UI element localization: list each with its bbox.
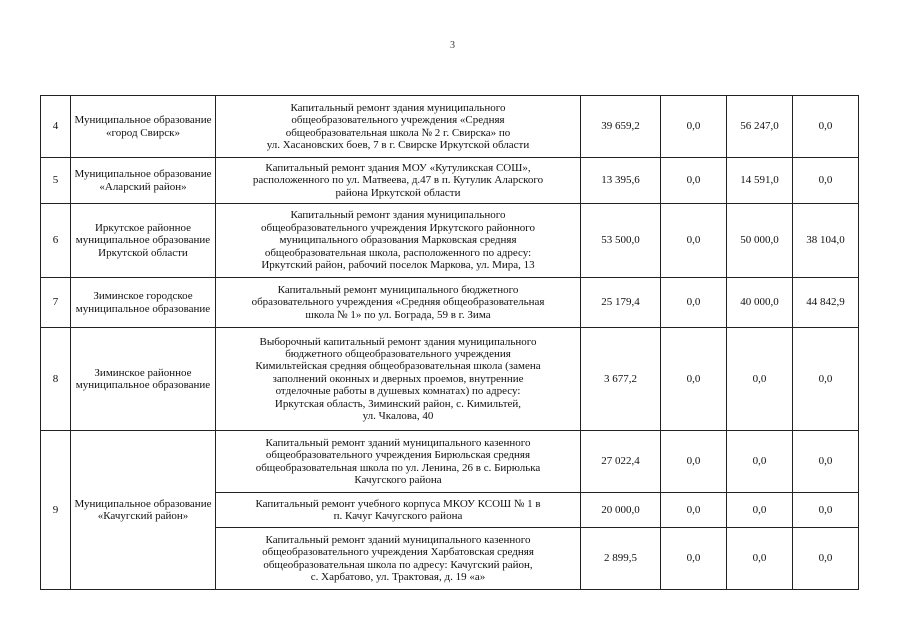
municipality-cell: Зиминское районное муниципальное образование [71, 328, 216, 431]
municipality-cell: Муниципальное образование «город Свирск» [71, 96, 216, 158]
value-cell: 0,0 [727, 493, 793, 528]
value-cell: 2 899,5 [581, 528, 661, 590]
project-description-cell [216, 528, 581, 590]
funding-table [40, 95, 859, 590]
municipality-cell: Иркутское районное муниципальное образование Иркутской области [71, 204, 216, 278]
project-description-line: района Иркутской области [335, 186, 461, 199]
project-description-line: Иркутская область, Зиминский район, с. Кимильтей, [274, 397, 522, 410]
project-description-line: Капитальный ремонт здания муниципального [290, 101, 506, 114]
value-cell: 40 000,0 [727, 278, 793, 328]
table-row [41, 158, 859, 204]
project-description-line: ул. Хасановских боев, 7 в г. Свирске Иркутской области [266, 138, 530, 151]
municipality-cell: Зиминское городское муниципальное образование [71, 278, 216, 328]
value-cell: 53 500,0 [581, 204, 661, 278]
table-row [41, 431, 859, 493]
value-cell: 20 000,0 [581, 493, 661, 528]
project-description-line: п. Качуг Качугского района [333, 510, 463, 522]
value-cell: 0,0 [661, 96, 727, 158]
page-number: 3 [450, 40, 455, 51]
row-number-cell: 4 [41, 96, 71, 158]
row-number-cell: 9 [41, 431, 71, 590]
value-cell: 0,0 [793, 431, 859, 493]
value-cell: 0,0 [727, 328, 793, 431]
value-cell: 3 677,2 [581, 328, 661, 431]
project-description-line: Капитальный ремонт зданий муниципального казенного [265, 533, 531, 546]
value-cell: 0,0 [793, 158, 859, 204]
value-cell: 44 842,9 [793, 278, 859, 328]
project-description-line: Иркутский район, рабочий поселок Маркова, ул. Мира, 13 [261, 259, 535, 272]
project-description-line: ул. Чкалова, 40 [362, 410, 434, 423]
value-cell: 13 395,6 [581, 158, 661, 204]
project-description-line: Капитальный ремонт муниципального бюджетного [277, 283, 519, 296]
value-cell: 0,0 [661, 493, 727, 528]
project-description-line: Капитальный ремонт здания муниципального [290, 209, 506, 222]
value-cell: 0,0 [661, 328, 727, 431]
project-description-line: образовательного учреждения «Средняя общеобразовательная [251, 296, 545, 309]
project-description-line: муниципального образования Марковская средняя [279, 234, 517, 247]
value-cell: 0,0 [727, 431, 793, 493]
value-cell: 56 247,0 [727, 96, 793, 158]
value-cell: 39 659,2 [581, 96, 661, 158]
value-cell: 0,0 [661, 158, 727, 204]
value-cell: 25 179,4 [581, 278, 661, 328]
municipality-cell: Муниципальное образование «Качугский район» [71, 431, 216, 590]
value-cell: 0,0 [661, 431, 727, 493]
project-description-line: общеобразовательная школа по ул. Ленина, 26 в с. Бирюлька [255, 461, 541, 474]
project-description-line: Капитальный ремонт зданий муниципального казенного [265, 436, 531, 449]
project-description-line: с. Харбатово, ул. Трактовая, д. 19 «а» [310, 570, 486, 583]
value-cell: 0,0 [661, 204, 727, 278]
project-description-line: общеобразовательная школа № 2 г. Свирска» по [285, 126, 511, 139]
project-description-line: общеобразовательного учреждения Иркутского районного [260, 221, 535, 234]
table-row [41, 328, 859, 431]
row-number-cell: 6 [41, 204, 71, 278]
project-description-cell [216, 278, 581, 328]
project-description-line: общеобразовательная школа по адресу: Качугский район, [263, 558, 533, 571]
project-description-cell [216, 431, 581, 493]
project-description-line: Кимильтейская средняя общеобразовательная школа (замена [255, 360, 541, 373]
project-description-line: расположенного по ул. Матвеева, д.47 в п. Кутулик Аларского [252, 174, 544, 187]
project-description-cell [216, 96, 581, 158]
value-cell: 0,0 [661, 278, 727, 328]
table-row [41, 204, 859, 278]
row-number-cell: 7 [41, 278, 71, 328]
project-description-line: общеобразовательного учреждения Бирюльская средняя [265, 449, 531, 462]
value-cell: 38 104,0 [793, 204, 859, 278]
value-cell: 0,0 [793, 528, 859, 590]
project-description-cell [216, 204, 581, 278]
project-description-line: заполнений оконных и дверных проемов, внутренние [272, 372, 524, 385]
project-description-line: Качугского района [354, 473, 442, 486]
row-number-cell: 8 [41, 328, 71, 431]
project-description-line: общеобразовательная школа, расположенного по адресу: [264, 246, 532, 259]
project-description-line: Капитальный ремонт здания МОУ «Кутуликская СОШ», [265, 161, 531, 174]
value-cell: 0,0 [793, 96, 859, 158]
table-row [41, 278, 859, 328]
project-description-line: Выборочный капитальный ремонт здания муниципального [259, 335, 537, 348]
table-row [41, 96, 859, 158]
project-description-line: общеобразовательного учреждения «Средняя [291, 114, 505, 127]
project-description-line: бюджетного общеобразовательного учреждения [285, 347, 511, 360]
project-description-cell [216, 493, 581, 528]
project-description-line: Капитальный ремонт учебного корпуса МКОУ КСОШ № 1 в [255, 497, 541, 510]
project-description-line: школа № 1» по ул. Бограда, 59 в г. Зима [305, 308, 491, 321]
value-cell: 0,0 [793, 328, 859, 431]
project-description-line: общеобразовательного учреждения Харбатовская средняя [262, 546, 534, 559]
value-cell: 27 022,4 [581, 431, 661, 493]
project-description-line: отделочные работы в душевых комнатах) по адресу: [275, 385, 521, 398]
value-cell: 0,0 [661, 528, 727, 590]
value-cell: 14 591,0 [727, 158, 793, 204]
project-description-cell [216, 158, 581, 204]
value-cell: 0,0 [727, 528, 793, 590]
row-number-cell: 5 [41, 158, 71, 204]
value-cell: 50 000,0 [727, 204, 793, 278]
value-cell: 0,0 [793, 493, 859, 528]
project-description-cell [216, 328, 581, 431]
municipality-cell: Муниципальное образование «Аларский район» [71, 158, 216, 204]
